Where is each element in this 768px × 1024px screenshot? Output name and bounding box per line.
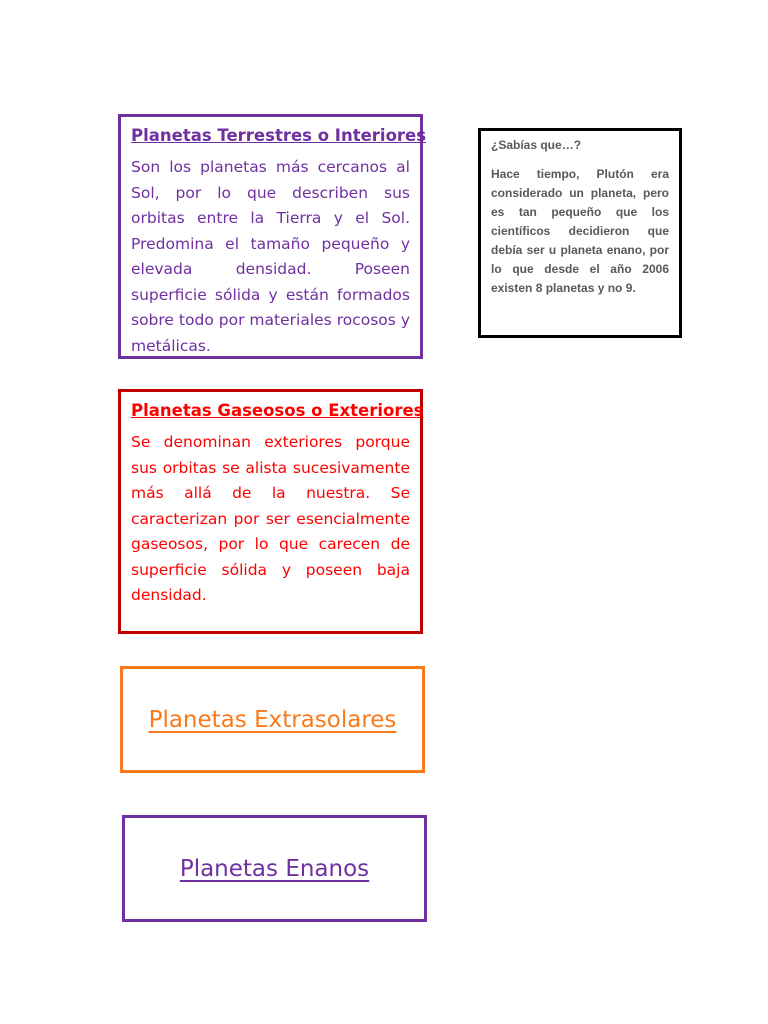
terrestres-title: Planetas Terrestres o Interiores: [131, 126, 427, 145]
gaseosos-title: Planetas Gaseosos o Exteriores: [131, 401, 424, 420]
sabias-body: Hace tiempo, Plutón era considerado un planeta, pero es tan pequeño que los científicos decidieron que debía ser u planeta enano, por lo que desde el año 2006 existen 8 planetas y no 9.: [491, 167, 669, 295]
terrestres-body: Son los planetas más cercanos al Sol, por lo que describen sus orbitas entre la Tierra y el Sol. Predomina el tamaño pequeño y elevada densidad. Poseen superficie sólida y están formados sobre todo por materiales rocosos y metálicas.: [131, 158, 410, 355]
gaseosos-body: Se denominan exteriores porque sus orbitas se alista sucesivamente más allá de la nuestra. Se caracterizan por ser esencialmente gaseosos, por lo que carecen de superficie sólida y poseen baja densidad.: [131, 433, 410, 604]
extrasolares-title: Planetas Extrasolares: [148, 706, 397, 733]
sabias-box: [478, 128, 682, 338]
gaseosos-box: [118, 389, 423, 634]
enanos-title: Planetas Enanos: [179, 855, 370, 882]
terrestres-box: [118, 114, 427, 359]
extrasolares-box: [120, 666, 425, 773]
sabias-title: ¿Sabías que…?: [491, 138, 582, 152]
enanos-box: [122, 815, 427, 922]
